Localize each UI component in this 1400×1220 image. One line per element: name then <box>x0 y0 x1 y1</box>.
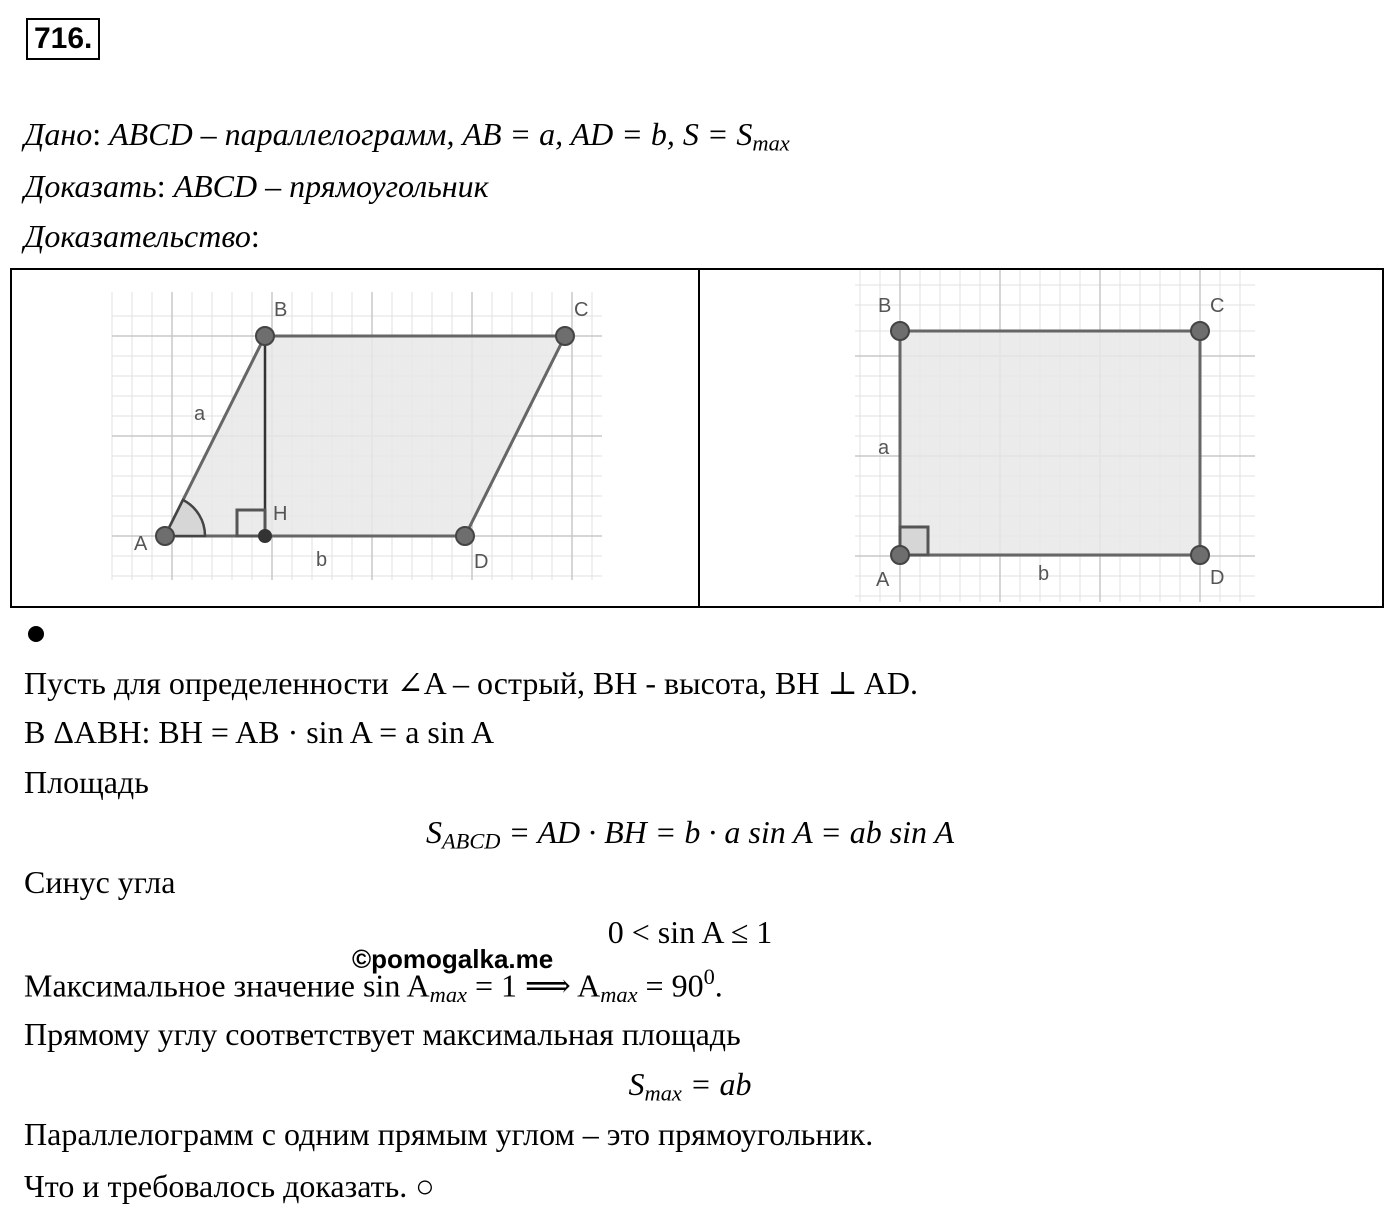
prove-text: ABCD – прямоугольник <box>173 168 489 204</box>
label-b: B <box>878 295 892 317</box>
problem-number: 716. <box>26 18 100 60</box>
watermark: ©pomogalka.me <box>352 944 554 974</box>
line5-tail: = 90 <box>637 967 704 1004</box>
proof-line-1: Пусть для определенности ∠A – острый, BH - высота, BH ⊥ AD. <box>24 665 919 701</box>
prove-line: Доказать: ABCD – прямоугольник <box>24 168 489 204</box>
label-d: D <box>1210 567 1225 589</box>
formula-smax <box>0 1066 1380 1107</box>
point-d <box>1191 546 1209 564</box>
formula-smax-rhs: = ab <box>681 1066 752 1102</box>
point-a <box>156 527 174 545</box>
parallelogram-figure <box>12 270 698 606</box>
line5-end: . <box>714 967 723 1004</box>
formula-sin: 0 < sin A ≤ 1 <box>607 914 773 950</box>
proof-label: Доказательство <box>24 218 251 254</box>
formula-area-sub: ABCD <box>441 828 501 854</box>
rectangle-fill <box>900 331 1200 555</box>
proof-line-6: Прямому углу соответствует максимальная площадь <box>24 1016 741 1052</box>
given-line: Дано: ABCD – параллелограмм, AB = a, AD = b, $S = S_{max}$ <box>24 116 790 156</box>
prove-label: Доказать <box>24 168 157 204</box>
given-conditions: AB = a, AD = b, S = S <box>462 116 753 152</box>
line5-sub1: max <box>429 981 467 1007</box>
line5-mid: = 1 ⟹ A <box>466 967 601 1004</box>
side-label-a: a <box>878 437 890 459</box>
proof-bullet <box>28 626 44 642</box>
proof-line-3: Площадь <box>24 764 149 800</box>
proof-line-4: Синус угла <box>24 864 176 900</box>
side-label-b: b <box>1038 563 1050 585</box>
rectangle-figure <box>700 270 1384 606</box>
figures-box <box>10 268 1384 608</box>
given-label: Дано <box>24 116 93 152</box>
label-a: A <box>134 533 148 555</box>
point-c <box>1191 322 1209 340</box>
label-c: C <box>574 299 589 321</box>
proof-line-7: Параллелограмм с одним прямым углом – это прямоугольник. <box>24 1116 874 1152</box>
point-a <box>891 546 909 564</box>
label-h: H <box>273 503 288 525</box>
given-parallelogram: ABCD – параллелограмм, <box>109 116 455 152</box>
formula-area-lhs: S <box>425 814 442 850</box>
label-d: D <box>474 551 489 573</box>
point-d <box>456 527 474 545</box>
point-b <box>891 322 909 340</box>
side-label-b: b <box>316 549 328 571</box>
label-b: B <box>274 299 288 321</box>
formula-area <box>0 814 1380 855</box>
point-c <box>556 327 574 345</box>
side-label-a: a <box>194 403 206 425</box>
point-h <box>258 529 272 543</box>
given-s-sub: max <box>752 130 790 156</box>
proof-line-8: Что и требовалось доказать. ○ <box>24 1168 435 1204</box>
proof-label-line: Доказательство: <box>24 218 260 254</box>
formula-smax-lhs: S <box>628 1066 645 1102</box>
line5-sup: 0 <box>703 964 715 989</box>
line5-sub2: max <box>600 981 638 1007</box>
formula-area-rhs: = AD · BH = b · a sin A = ab sin A <box>500 814 955 850</box>
point-b <box>256 327 274 345</box>
label-a: A <box>876 569 890 591</box>
parallelogram-fill <box>165 336 565 536</box>
proof-line-2: В ΔABH: BH = AB · sin A = a sin A <box>24 714 495 750</box>
line5-prefix: Максимальное значение sin A <box>24 967 430 1004</box>
formula-smax-sub: max <box>644 1080 682 1106</box>
label-c: C <box>1210 295 1225 317</box>
